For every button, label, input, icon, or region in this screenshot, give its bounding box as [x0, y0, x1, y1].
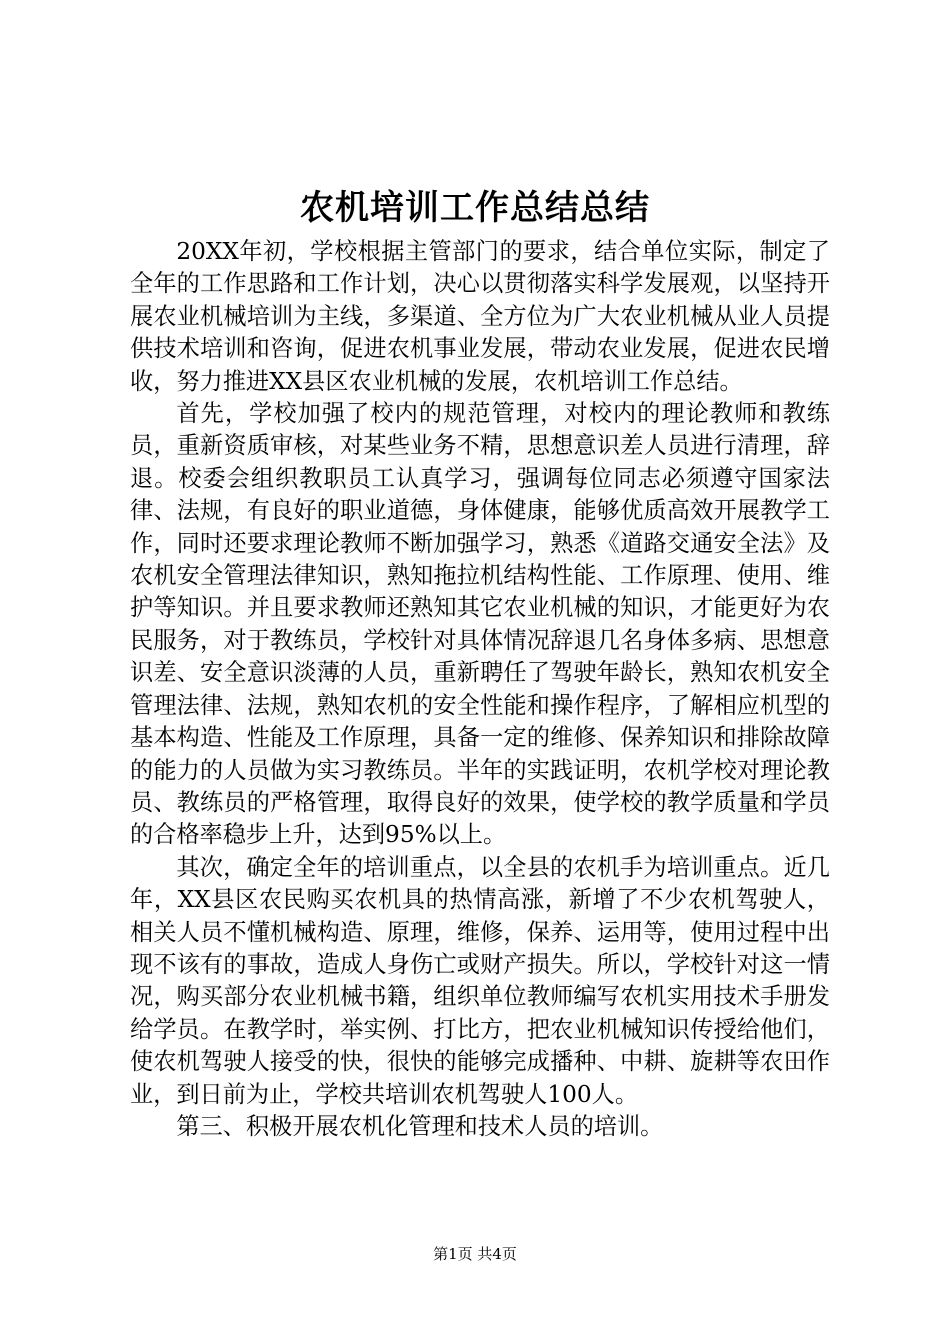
paragraph-2: 首先，学校加强了校内的规范管理，对校内的理论教师和教练员，重新资质审核，对某些业务不精，思想意识差人员进行清理，辞退。校委会组织教职员工认真学习，强调每位同志必须遵守国家法律、法规，有良好的职业道德，身体健康，能够优质高效开展教学工作，同时还要求理论教师不断加强学习，熟悉《道路交通安全法》及农机安全管理法律知识，熟知拖拉机结构性能、工作原理、使用、维护等知识。并且要求教师还熟知其它农业机械的知识，才能更好为农民服务，对于教练员，学校针对具体情况辞退几名身体多病、思想意识差、安全意识淡薄的人员，重新聘任了驾驶年龄长，熟知农机安全管理法律、法规，熟知农机的安全性能和操作程序，了解相应机型的基本构造、性能及工作原理，具备一定的维修、保养知识和排除故障的能力的人员做为实习教练员。半年的实践证明，农机学校对理论教员、教练员的严格管理，取得良好的效果，使学校的教学质量和学员的合格率稳步上升，达到95%以上。 [130, 400, 830, 849]
paragraph-3: 其次，确定全年的培训重点，以全县的农机手为培训重点。近几年，XX县区农民购买农机具的热情高涨，新增了不少农机驾驶人，相关人员不懂机械构造、原理，维修，保养、运用等，使用过程中出现不该有的事故，造成人身伤亡或财产损失。所以，学校针对这一情况，购买部分农业机械书籍，组织单位教师编写农机实用技术手册发给学员。在教学时，举实例、打比方，把农业机械知识传授给他们，使农机驾驶人接受的快，很快的能够完成播种、中耕、旋耕等农田作业，到日前为止，学校共培训农机驾驶人100人。 [130, 853, 830, 1108]
page-number-footer: 第1页 共4页 [433, 1245, 517, 1263]
document-title: 农机培训工作总结总结 [300, 188, 650, 228]
paragraph-1: 20XX年初，学校根据主管部门的要求，结合单位实际，制定了全年的工作思路和工作计划，决心以贯彻落实科学发展观，以坚持开展农业机械培训为主线，多渠道、全方位为广大农业机械从业人员提供技术培训和咨询，促进农机事业发展，带动农业发展，促进农民增收，努力推进XX县区农业机械的发展，农机培训工作总结。 [130, 238, 830, 395]
document-body [130, 236, 830, 1143]
paragraph-4: 第三、积极开展农机化管理和技术人员的培训。 [176, 1112, 664, 1140]
